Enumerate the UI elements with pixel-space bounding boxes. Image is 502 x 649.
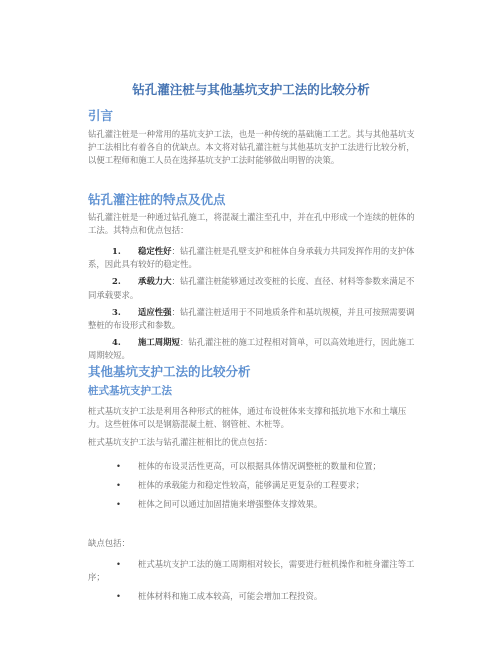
heading-features: 钻孔灌注桩的特点及优点	[88, 192, 226, 207]
bullet-icon: •	[116, 591, 121, 602]
list-text: ：钻孔灌注桩能够通过改变桩的长度、直径、材料等参数来满足不同承载要求。	[88, 276, 415, 300]
advantages-intro: 桩式基坑支护工法与钻孔灌注桩相比的优点包括：	[88, 437, 273, 447]
heading-comparison: 其他基坑支护工法的比较分析	[88, 364, 251, 379]
disadvantages-label: 缺点包括：	[88, 538, 130, 548]
list-number: 2.	[112, 276, 121, 287]
list-item	[88, 460, 418, 473]
disadvantages-list	[88, 558, 418, 610]
list-item	[88, 590, 418, 603]
document-title: 钻孔灌注桩与其他基坑支护工法的比较分析	[132, 82, 370, 97]
list-term: 承载力大	[138, 276, 172, 287]
features-paragraph: 钻孔灌注桩是一种通过钻孔施工，将混凝土灌注至孔中，并在孔中形成一个连续的桩体的工法。其特点和优点包括：	[88, 212, 415, 236]
advantages-list	[88, 460, 418, 518]
bullet-icon: •	[116, 559, 121, 569]
list-item	[88, 275, 418, 301]
list-text: 桩体之间可以通过加固措施来增强整体支撑效果。	[138, 499, 323, 510]
list-item	[88, 306, 418, 332]
list-item	[88, 479, 418, 492]
list-text: ：钻孔灌注桩适用于不同地质条件和基坑规模，并且可按照需要调整桩的布设形式和参数。	[88, 306, 415, 331]
list-number: 4.	[112, 337, 121, 348]
list-item	[88, 498, 418, 511]
bullet-icon: •	[116, 499, 121, 510]
subheading-pile-method: 桩式基坑支护工法	[88, 385, 172, 397]
list-text: ：钻孔灌注桩是孔壁支护和桩体自身承载力共同发挥作用的支护体系，因此具有较好的稳定性。	[88, 246, 415, 270]
heading-intro: 引言	[88, 108, 114, 123]
intro-paragraph: 钻孔灌注桩是一种常用的基坑支护工法，也是一种传统的基础施工工艺。其与其他基坑支护工法相比有着各自的优缺点。本文将对钻孔灌注桩与其他基坑支护工法进行比较分析，以便工程师和施工人员在选择基坑支护工法时能够做出明智的决策。	[88, 129, 415, 166]
list-number: 1.	[112, 246, 121, 256]
bullet-icon: •	[116, 480, 121, 491]
list-term: 稳定性好	[138, 246, 172, 256]
list-text: 桩体的承载能力和稳定性较高，能够满足更复杂的工程要求；	[138, 480, 365, 491]
list-item	[88, 245, 418, 271]
list-text: 桩体材料和施工成本较高，可能会增加工程投资。	[138, 591, 323, 602]
features-list	[88, 245, 418, 367]
list-text: ：钻孔灌注桩的施工过程相对简单，可以高效地进行，因此施工周期较短。	[88, 337, 415, 361]
list-number: 3.	[112, 306, 121, 317]
list-item	[88, 558, 418, 584]
list-term: 施工周期短	[138, 337, 180, 348]
list-term: 适应性强	[138, 306, 172, 317]
list-text: 桩式基坑支护工法的施工周期相对较长，需要进行桩机操作和桩身灌注等工序；	[88, 559, 415, 583]
list-item	[88, 336, 418, 362]
list-text: 桩体的布设灵活性更高，可以根据具体情况调整桩的数量和位置；	[138, 461, 381, 471]
comparison-paragraph: 桩式基坑支护工法是利用各种形式的桩体，通过布设桩体来支撑和抵抗地下水和土壤压力。这些桩体可以是钢筋混凝土桩、钢管桩、木桩等。	[88, 406, 407, 430]
bullet-icon: •	[116, 461, 121, 471]
